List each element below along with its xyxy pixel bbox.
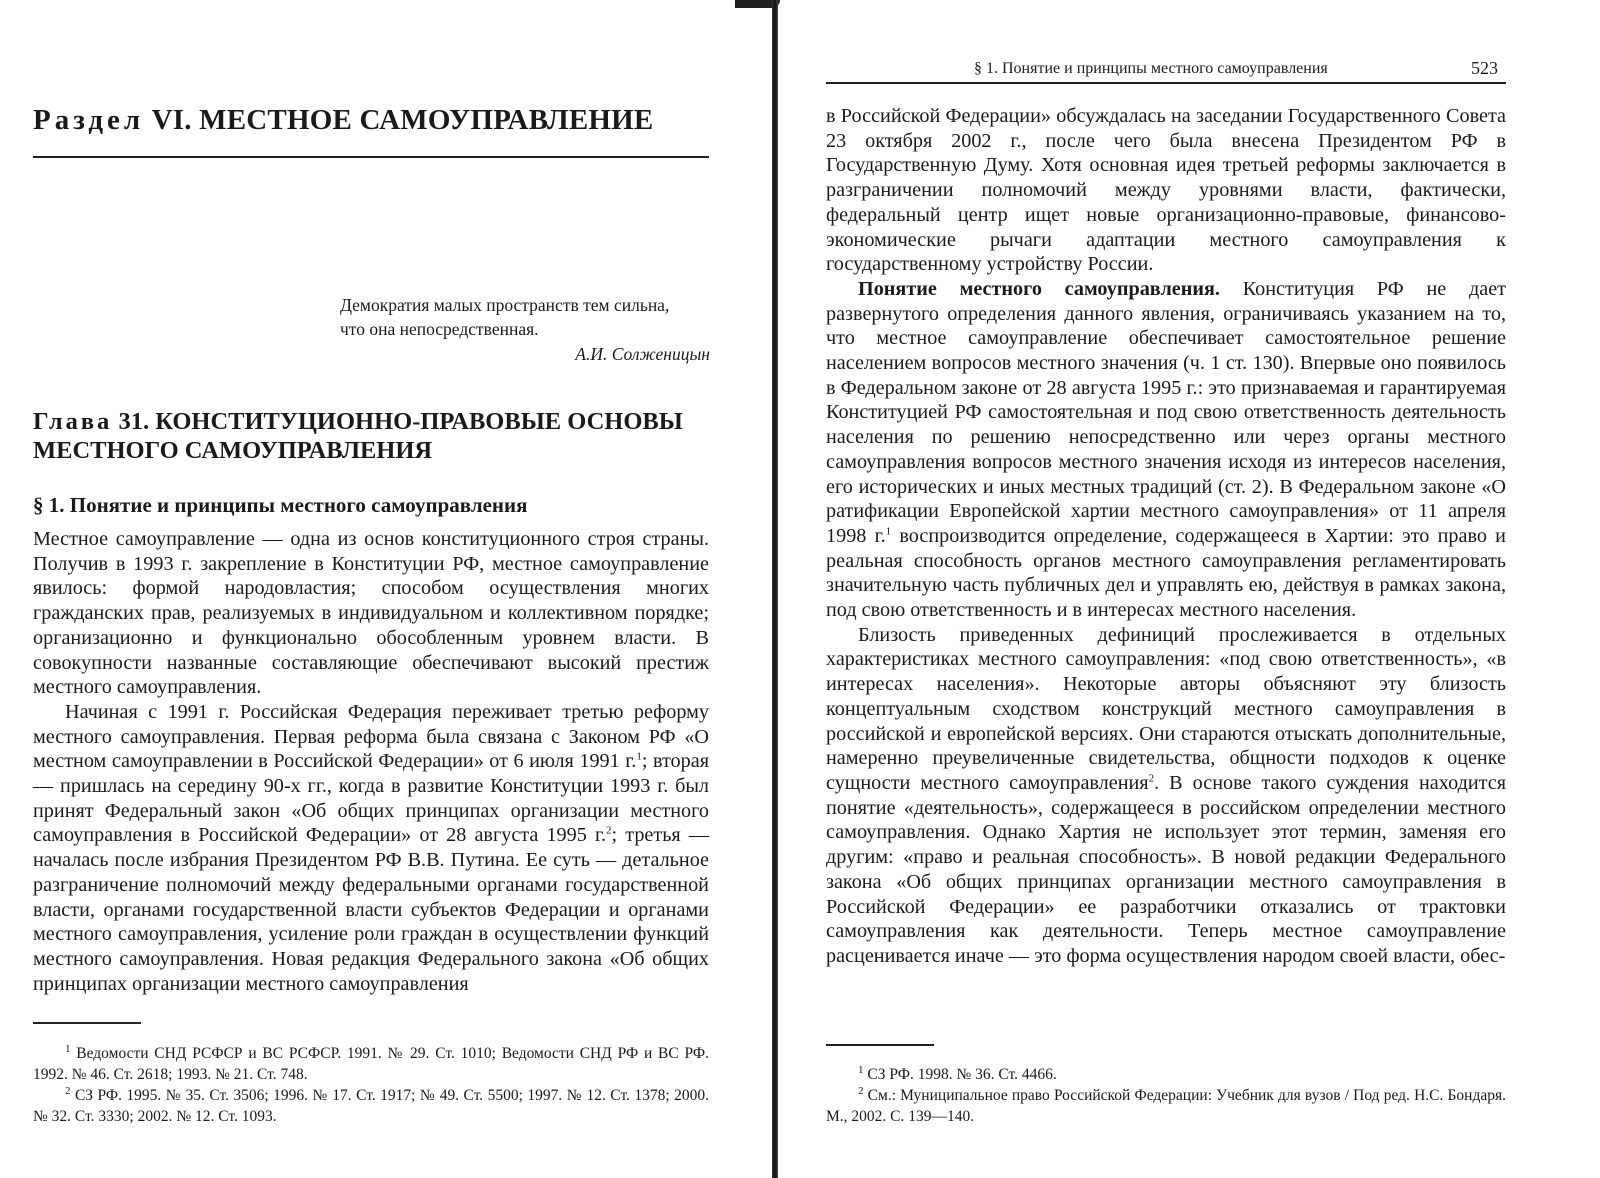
footnote-ref: 2 [1148, 772, 1155, 785]
chapter-label: Глава [33, 408, 113, 435]
text-run: . В основе такого суждения находится понятие «деятельность», содержащееся в российском определении местного самоуправления. Однако Хартия не использует этот термин, заменяя его другим: «право и реальная способность». В новой редакции Федерального закона «Об общих принципах организации местного самоуправления в Российской Федерации» ее разработчики отказались от трактовки самоуправления как деятельности. Теперь местное самоуправление расценивается иначе — это форма осуществления народом своей власти, обес- [826, 771, 1506, 967]
footnote-ref: 1 [885, 525, 892, 538]
inline-heading: Понятие местного самоуправления. [858, 277, 1220, 300]
footnote-ref: 2 [606, 824, 612, 837]
chapter-heading [33, 407, 709, 465]
footnote-rule [826, 1044, 934, 1046]
body-paragraph [826, 277, 1506, 623]
section-label: Раздел [33, 104, 145, 136]
footnote-ref: 1 [636, 750, 642, 763]
left-page [33, 0, 709, 1178]
body-paragraph: в Российской Федерации» обсуждалась на заседании Государственного Совета 23 октября 2002 г., после чего была внесена Президентом РФ в Государственную Думу. Хотя основная идея третьей реформы заключается в разграничении полномочий между уровнями власти, фактически, федеральный центр ищет новые организационно-правовые, финансово-экономические рычаги адаптации местного самоуправления к государственному устройству России. [826, 105, 1506, 276]
right-body-text [826, 104, 1506, 969]
footnote-text: СЗ РФ. 1995. № 35. Ст. 3506; 1996. № 17. Ст. 1917; № 49. Ст. 5500; 1997. № 12. Ст. 1378; 2000. № 32. Ст. 3330; 2002. № 12. Ст. 1093. [33, 1087, 709, 1125]
section-rule [33, 156, 709, 158]
text-run: воспроизводится определение, содержащееся в Хартии: это право и реальная способность органов местного самоуправления регламентировать значительную часть публичных дел и управлять ею, действуя в рамках закона, под свою ответственность и в интересах местного населения. [826, 524, 1506, 622]
text-run: ; вторая — пришлась на середину 90-х гг., когда в развитие Конституции 1993 г. был принят Федеральный закон «Об общих принципах организации местного самоуправления в Российской Федерации» от 28 августа 1995 г. [33, 750, 709, 847]
footnote-number: 2 [858, 1084, 864, 1097]
right-page [826, 0, 1506, 1178]
body-paragraph [826, 623, 1506, 969]
footnote-text: СЗ РФ. 1998. № 36. Ст. 4466. [867, 1066, 1057, 1083]
footnote-text: См.: Муниципальное право Российской Федерации: Учебник для вузов / Под ред. Н.С. Бондаря. М., 2002. С. 139—140. [826, 1087, 1506, 1125]
text-run: ; третья — началась после избрания Президентом РФ В.В. Путина. Ее суть — детальное разграничение полномочий между федеральными органами государственной власти, органами государственной власти субъектов Федерации и органами местного самоуправления, усиление роли граждан в осуществлении функций местного самоуправления. Новая редакция Федерального закона «Об общих принципах организации местного самоуправления [33, 824, 710, 995]
book-gutter [772, 0, 778, 1178]
epigraph-author: А.И. Солженицын [575, 344, 710, 364]
running-head [826, 58, 1506, 82]
text-run: Конституция РФ не дает развернутого определения данного явления, ограничиваясь указанием на то, что местное самоуправление обеспечивает самостоятельное решение населением вопросов местного значения (ч. 1 ст. 130). Впервые оно появилось в Федеральном законе от 28 августа 1995 г.: это признаваемая и гарантируемая Конституцией РФ самостоятельная и под свою ответственность деятельность населения по решению непосредственно или через органы местного самоуправления вопросов местного значения исходя из интересов населения, его исторических и иных местных традиций (ст. 2). В Федеральном законе «О ратификации Европейской хартии местного самоуправления» от 11 апреля 1998 г. [826, 277, 1507, 547]
footnote [826, 1085, 1506, 1127]
footnote-text: Ведомости СНД РСФСР и ВС РСФСР. 1991. № 29. Ст. 1010; Ведомости СНД РФ и ВС РФ. 1992. № 46. Ст. 2618; 1993. № 21. Ст. 748. [33, 1045, 709, 1083]
chapter-title-line: МЕСТНОГО САМОУПРАВЛЕНИЯ [33, 437, 433, 464]
epigraph [340, 293, 710, 366]
body-paragraph: Местное самоуправление — одна из основ конституционного строя страны. Получив в 1993 г. закрепление в Конституции РФ, местное самоуправление явилось: формой народовластия; способом осуществления многих гражданских прав, реализуемых в индивидуальном и коллективном порядке; организационно и функционально обособленным уровнем власти. В совокупности названные составляющие обеспечивают высокий престиж местного самоуправления. [33, 528, 709, 699]
text-run: Начиная с 1991 г. Российская Федерация переживает третью реформу местного самоуправления. Первая реформа была связана с Законом РФ «О местном самоуправлении в Российской Федерации» от 6 июля 1991 г. [33, 700, 709, 773]
footnotes [826, 1064, 1506, 1127]
body-paragraph [33, 700, 709, 996]
paragraph-heading: § 1. Понятие и принципы местного самоуправления [33, 493, 528, 517]
epigraph-line: что она непосредственная. [340, 319, 539, 339]
section-heading [33, 104, 709, 137]
left-body-text [33, 527, 709, 996]
footnotes [33, 1043, 709, 1127]
footnote [826, 1064, 1506, 1085]
running-head-title: § 1. Понятие и принципы местного самоуправления [974, 60, 1328, 77]
chapter-title-line: 31. КОНСТИТУЦИОННО-ПРАВОВЫЕ ОСНОВЫ [118, 408, 683, 435]
footnote-rule [33, 1022, 141, 1024]
footnote [33, 1085, 709, 1127]
text-run: Близость приведенных дефиниций прослеживается в отдельных характеристиках местного самоуправления: «под свою ответственность», «в интересах населения». Некоторые авторы объясняют эту близость концептуальным сходством конструкций местного самоуправления в российской и европейской версиях. Они стараются отыскать дополнительные, намеренно преувеличенные свидетельства, общности подходов к оценке сущности местного самоуправления [826, 623, 1506, 794]
footnote [33, 1043, 709, 1085]
footnote-number: 1 [858, 1063, 864, 1076]
running-head-rule [826, 82, 1506, 84]
section-title: VI. МЕСТНОЕ САМОУПРАВЛЕНИЕ [151, 104, 654, 136]
epigraph-line: Демократия малых пространств тем сильна, [340, 295, 670, 315]
footnote-number: 1 [65, 1042, 71, 1055]
page-number: 523 [1471, 58, 1498, 78]
footnote-number: 2 [65, 1084, 71, 1097]
